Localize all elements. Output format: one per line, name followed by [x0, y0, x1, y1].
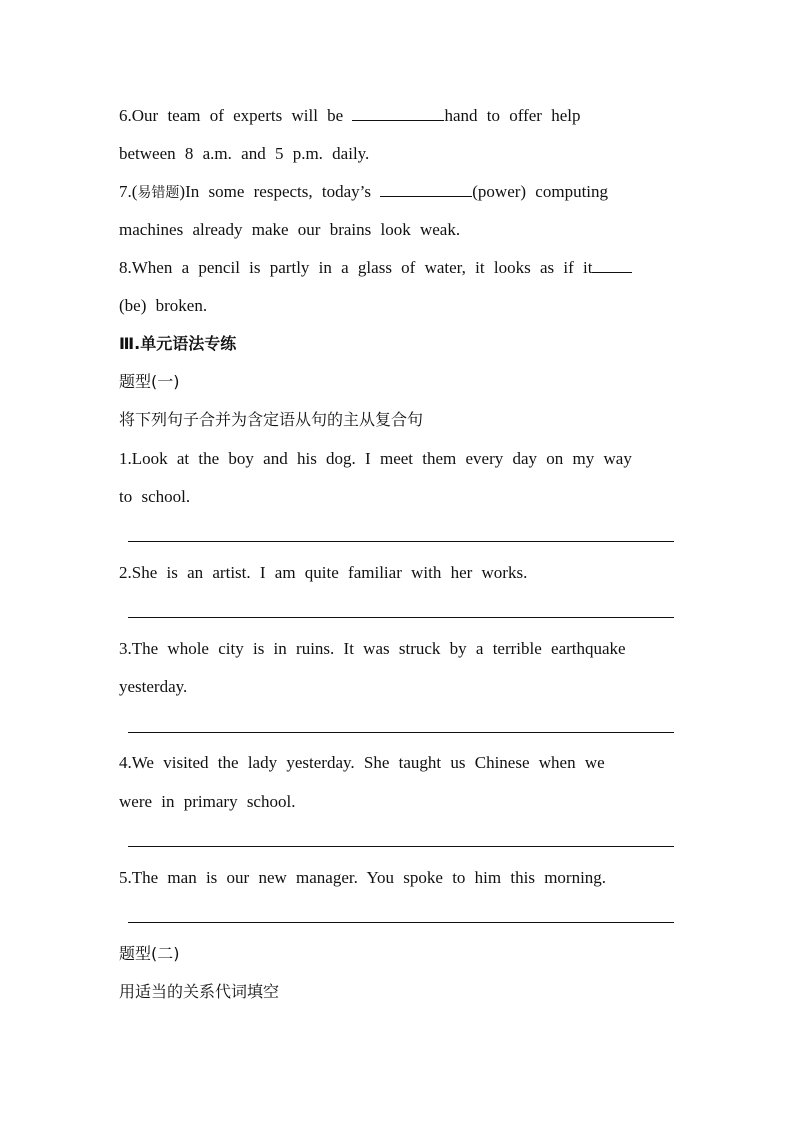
item-2-line-1: 2.She is an artist. I am quite familiar with her works. — [119, 563, 528, 582]
item-3-answer-line[interactable] — [128, 732, 674, 733]
q7-blank[interactable] — [380, 180, 472, 197]
type-1-instruction: 将下列句子合并为含定语从句的主从复合句 — [119, 410, 424, 429]
item-1-answer-line[interactable] — [128, 541, 674, 542]
q8-blank[interactable] — [592, 256, 632, 273]
item-4-line-1: 4.We visited the lady yesterday. She taught us Chinese when we — [119, 753, 605, 772]
type-1-title: 题型(一) — [119, 372, 180, 391]
q7-number: 7.( — [119, 182, 138, 201]
q6-text-after: hand to offer help — [444, 106, 581, 125]
item-5-line-1: 5.The man is our new manager. You spoke to him this morning. — [119, 868, 607, 887]
question-7-line-1 — [119, 180, 675, 205]
question-6-line-1 — [119, 104, 675, 128]
item-1-line-1: 1.Look at the boy and his dog. I meet them every day on my way — [119, 449, 632, 468]
section-3-heading: Ⅲ.单元语法专练 — [119, 334, 237, 353]
item-5-answer-line[interactable] — [128, 922, 674, 923]
question-6-line-2: between 8 a.m. and 5 p.m. daily. — [119, 144, 370, 163]
question-7-line-2: machines already make our brains look weak. — [119, 220, 461, 239]
item-4-line-2: were in primary school. — [119, 792, 296, 811]
q7-text-after: (power) computing — [472, 182, 609, 201]
question-8-line-1 — [119, 256, 675, 280]
item-3-line-2: yesterday. — [119, 677, 188, 696]
q6-blank[interactable] — [352, 104, 444, 121]
type-2-instruction: 用适当的关系代词填空 — [119, 982, 280, 1001]
question-8-line-2: (be) broken. — [119, 296, 208, 315]
q7-text-before: )In some respects, today’s — [179, 182, 381, 201]
type-2-title: 题型(二) — [119, 944, 180, 963]
item-2-answer-line[interactable] — [128, 617, 674, 618]
item-3-line-1: 3.The whole city is in ruins. It was struck by a terrible earthquake — [119, 639, 626, 658]
q6-text-before: 6.Our team of experts will be — [119, 106, 353, 125]
item-1-line-2: to school. — [119, 487, 191, 506]
q8-text-before: 8.When a pencil is partly in a glass of water, it looks as if it — [119, 258, 593, 277]
item-4-answer-line[interactable] — [128, 846, 674, 847]
q7-tag-label: 易错题 — [137, 185, 180, 201]
